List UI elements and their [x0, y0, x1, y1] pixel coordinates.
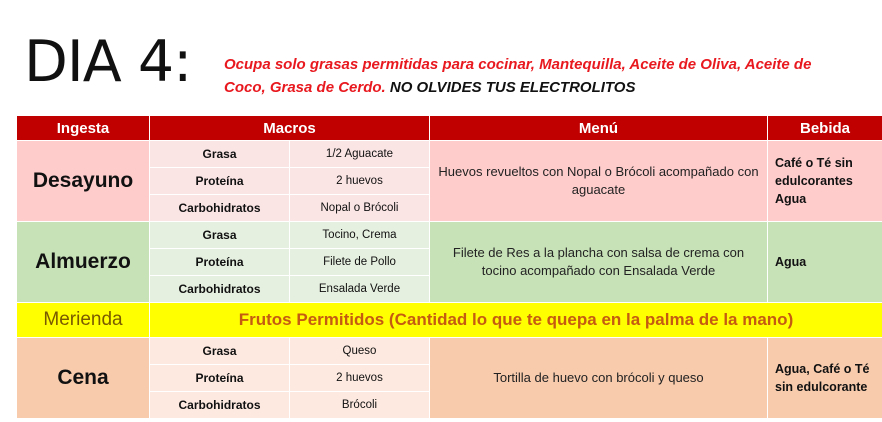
macro-label-grasa: Grasa	[150, 141, 290, 168]
drink-desayuno: Café o Té sin edulcorantes Agua	[768, 141, 882, 222]
table-row	[17, 338, 882, 365]
table-header-row	[17, 116, 882, 141]
meal-name-cena: Cena	[17, 338, 150, 419]
note-electrolytes: NO OLVIDES TUS ELECTROLITOS	[389, 79, 636, 96]
col-header-menu: Menú	[430, 116, 768, 141]
col-header-bebida: Bebida	[768, 116, 882, 141]
macro-label-carbohidratos: Carbohidratos	[150, 195, 290, 222]
macro-value: 2 huevos	[290, 168, 430, 195]
table-row	[17, 141, 882, 168]
meal-name-almuerzo: Almuerzo	[17, 222, 150, 303]
macro-label-proteina: Proteína	[150, 249, 290, 276]
drink-cena: Agua, Café o Té sin edulcorante	[768, 338, 882, 419]
col-header-macros: Macros	[150, 116, 430, 141]
macro-value: Nopal o Brócoli	[290, 195, 430, 222]
macro-label-grasa: Grasa	[150, 338, 290, 365]
meal-name-desayuno: Desayuno	[17, 141, 150, 222]
macro-label-carbohidratos: Carbohidratos	[150, 392, 290, 419]
menu-desayuno: Huevos revueltos con Nopal o Brócoli acompañado con aguacate	[430, 141, 768, 222]
macro-label-proteina: Proteína	[150, 365, 290, 392]
macro-value: Filete de Pollo	[290, 249, 430, 276]
macro-value: Ensalada Verde	[290, 276, 430, 303]
day-title: DIA 4:	[24, 29, 192, 95]
instructions-note	[224, 53, 811, 99]
macro-value: 1/2 Aguacate	[290, 141, 430, 168]
meal-name-merienda: Merienda	[17, 303, 150, 338]
macro-value: Brócoli	[290, 392, 430, 419]
macro-value: Tocino, Crema	[290, 222, 430, 249]
drink-almuerzo: Agua	[768, 222, 882, 303]
macro-label-grasa: Grasa	[150, 222, 290, 249]
menu-cena: Tortilla de huevo con brócoli y queso	[430, 338, 768, 419]
table-row	[17, 303, 882, 338]
note-fats-line1: Ocupa solo grasas permitidas para cocinar, Mantequilla, Aceite de Oliva, Aceite de	[224, 56, 812, 73]
macro-label-proteina: Proteína	[150, 168, 290, 195]
macro-value: 2 huevos	[290, 365, 430, 392]
menu-almuerzo: Filete de Res a la plancha con salsa de crema con tocino acompañado con Ensalada Verde	[430, 222, 768, 303]
col-header-ingesta: Ingesta	[17, 116, 150, 141]
meal-plan-table	[16, 115, 882, 419]
note-fats-line2: Coco, Grasa de Cerdo.	[224, 79, 386, 96]
macro-value: Queso	[290, 338, 430, 365]
macro-label-carbohidratos: Carbohidratos	[150, 276, 290, 303]
table-row	[17, 222, 882, 249]
merienda-text: Frutos Permitidos (Cantidad lo que te quepa en la palma de la mano)	[150, 303, 882, 338]
